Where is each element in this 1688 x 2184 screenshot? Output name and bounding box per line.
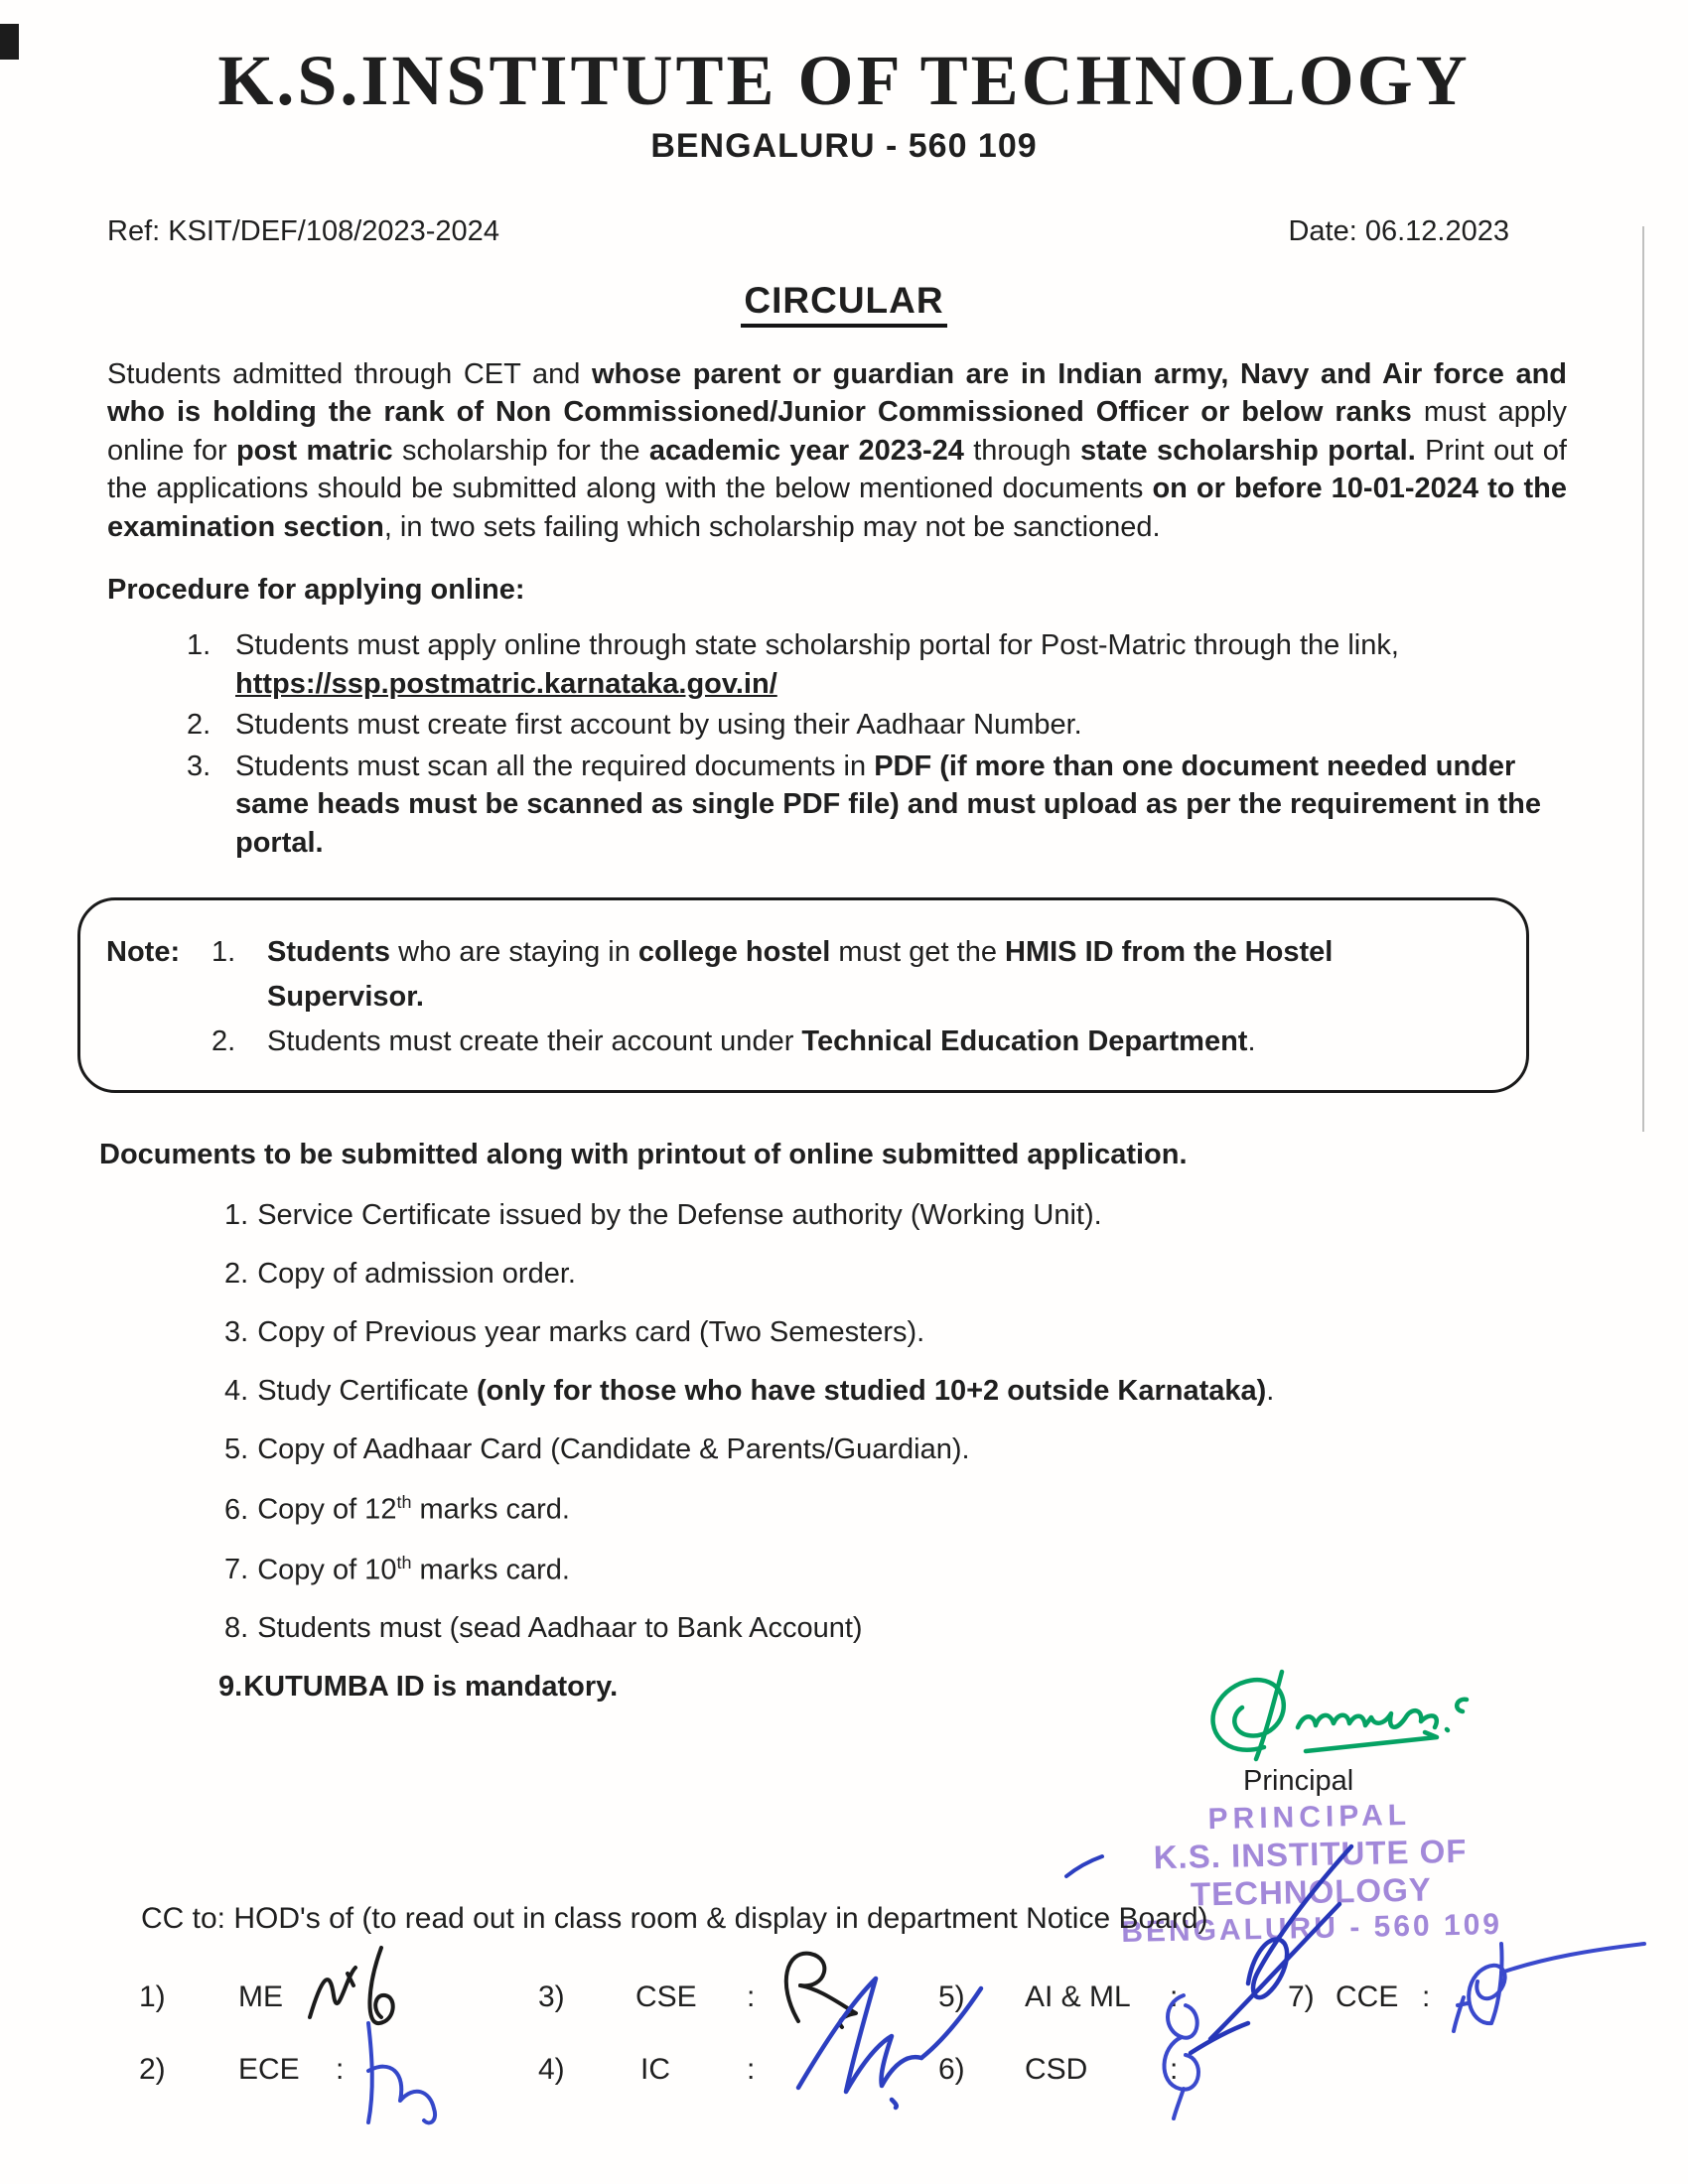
procedure-item: [107, 706, 1567, 745]
note-item-number: 1.: [211, 936, 236, 969]
document-item-number: 7.: [224, 1554, 249, 1586]
procedure-item: [107, 748, 1567, 863]
procedure-item-text-bold: PDF (if more than one document needed under same heads must be scanned as single PDF file) and must upload as per the requirement in the portal.: [235, 750, 1541, 859]
scan-corner-artifact: [0, 24, 19, 60]
cc-line: CC to: HOD's of (to read out in class room & display in department Notice Board): [141, 1902, 1208, 1935]
note-run-bold: HMIS ID from the Hostel: [1005, 936, 1334, 969]
intro-run-bold: post matric: [235, 434, 393, 467]
ref-date-row: [107, 215, 1509, 248]
note-box: [77, 897, 1529, 1093]
stamp-line-institute: K.S. INSTITUTE OF TECHNOLOGY: [1153, 1832, 1468, 1913]
document-item-text: Service Certificate issued by the Defense authority (Working Unit).: [257, 1199, 1102, 1232]
procedure-heading: Procedure for applying online:: [107, 574, 525, 607]
intro-run: scholarship for the: [392, 434, 649, 467]
circular-heading-wrap: [0, 280, 1688, 322]
note-item: [267, 1020, 1492, 1064]
note-run: who are staying in: [390, 936, 638, 969]
cc-dept-cce: CCE: [1336, 1980, 1399, 2013]
note-run: .: [1247, 1025, 1256, 1058]
document-item-text: .: [1266, 1375, 1275, 1408]
intro-run: Print out of the applications should be submitted along with the below mentioned documents: [107, 434, 1567, 505]
document-item-number: 2.: [224, 1258, 249, 1291]
document-item-text-bold: KUTUMBA ID is mandatory: [243, 1671, 611, 1704]
document-item-text: marks card.: [411, 1554, 570, 1586]
document-item-text: Copy of Previous year marks card (Two Semesters).: [257, 1316, 925, 1349]
cc-dept-aiml: AI & ML: [1025, 1980, 1131, 2013]
ref-number: Ref: KSIT/DEF/108/2023-2024: [107, 214, 499, 247]
intro-run: Students admitted through CET and: [107, 357, 592, 390]
document-item-number: 1.: [224, 1199, 249, 1232]
document-item: [224, 1316, 1567, 1349]
intro-run: through: [963, 434, 1080, 467]
note-spacer: [106, 1020, 211, 1064]
cc-colon: :: [747, 2053, 756, 2086]
intro-run-bold: on or before 10-01-2024 to the examination section: [107, 473, 1567, 543]
intro-run-bold: academic year 2023-24: [648, 434, 964, 467]
cc-dept-me: ME: [238, 1980, 283, 2013]
document-item-text: Study Certificate: [257, 1375, 478, 1408]
note-run-bold: Supervisor.: [267, 981, 424, 1014]
document-item: [224, 1612, 1567, 1645]
note-grid: [106, 930, 1492, 1064]
stamp-line-principal: PRINCIPAL: [1207, 1798, 1412, 1837]
institute-location: BENGALURU - 560 109: [650, 126, 1038, 165]
document-item-number: 4.: [224, 1375, 249, 1408]
note-item: [267, 930, 1492, 1020]
note-run: must get the: [830, 936, 1006, 969]
cc-row1-num-3: 3): [538, 1980, 565, 2013]
cc-colon: :: [747, 1980, 756, 2013]
document-item-text: Copy of Aadhaar Card (Candidate & Parents/Guardian).: [257, 1433, 970, 1466]
cc-row2-num-2: 2): [139, 2053, 166, 2086]
documents-heading: Documents to be submitted along with printout of online submitted application.: [99, 1139, 1188, 1171]
document-item-number: 6.: [224, 1493, 249, 1526]
intro-run: , in two sets failing which scholarship may not be sanctioned.: [383, 510, 1161, 543]
note-run: Students must create their account under: [267, 1025, 802, 1058]
procedure-item-number: 2.: [187, 709, 211, 742]
document-item: [224, 1492, 1567, 1527]
intro-run-bold: whose parent or guardian are in Indian army, Navy and Air force and who is holding the rank of Non Commissioned/Junior Commissioned Officer or below ranks: [107, 357, 1568, 429]
document-item-text-bold: (only for those who have studied 10+2 outside Karnataka): [477, 1375, 1267, 1408]
document-item-text: Copy of 10: [257, 1554, 397, 1586]
institute-title: K.S.INSTITUTE OF TECHNOLOGY: [217, 41, 1471, 120]
procedure-item: [107, 626, 1567, 703]
document-item: [224, 1553, 1567, 1587]
document-item-text: marks card.: [411, 1493, 570, 1526]
note-run-bold: Students: [267, 936, 391, 969]
circular-date: Date: 06.12.2023: [1288, 214, 1509, 247]
procedure-item-number: 3.: [187, 750, 211, 782]
cc-dept-cse: CSE: [635, 1980, 697, 2013]
cc-colon: :: [336, 2053, 345, 2086]
cc-dept-csd: CSD: [1025, 2053, 1088, 2086]
document-item: [224, 1199, 1567, 1232]
procedure-item-number: 1.: [187, 629, 211, 662]
hod-signature-csd: [1142, 1983, 1221, 2122]
document-item: [224, 1258, 1567, 1291]
document-item-text: .: [610, 1671, 619, 1704]
ordinal-superscript: th: [396, 1492, 412, 1513]
intro-run: must apply online for: [107, 396, 1568, 467]
procedure-item-text: Students must scan all the required documents in: [235, 750, 875, 782]
note-run-bold: Technical Education Department: [801, 1025, 1248, 1058]
document-item: [224, 1433, 1567, 1466]
cc-colon: :: [1170, 2053, 1179, 2086]
ordinal-superscript: th: [396, 1552, 412, 1572]
document-item-number: 3.: [224, 1316, 249, 1349]
principal-label: Principal: [1243, 1765, 1354, 1797]
note-item-number: 2.: [211, 1025, 236, 1058]
document-item-text: Copy of 12: [257, 1493, 397, 1526]
hod-signature-cce: [1428, 1928, 1656, 2037]
note-run-bold: college hostel: [637, 936, 831, 969]
cc-colon: :: [1422, 1980, 1431, 2013]
cc-row1-num-7: 7): [1288, 1980, 1315, 2013]
hod-signature-ic: [784, 1961, 993, 2110]
circular-heading: CIRCULAR: [741, 280, 946, 328]
procedure-list: [107, 626, 1567, 862]
document-item-number: 8.: [224, 1612, 249, 1645]
intro-run-bold: state scholarship portal.: [1079, 434, 1416, 467]
document-item: [224, 1375, 1567, 1408]
cc-colon: :: [1170, 1980, 1179, 2013]
blue-tick-mark: [1062, 1852, 1106, 1884]
document-item-number: 5.: [224, 1433, 249, 1466]
procedure-item-text: Students must apply online through state scholarship portal for Post-Matric through the link,: [235, 629, 1399, 662]
scan-edge-line-artifact: [1642, 226, 1644, 1132]
cc-row1-num-5: 5): [938, 1980, 965, 2013]
cc-dept-ic: IC: [640, 2053, 670, 2086]
intro-paragraph: [107, 355, 1567, 547]
cc-row2-num-6: 6): [938, 2053, 965, 2086]
cc-dept-ece: ECE: [238, 2053, 300, 2086]
document-item-number: 9.: [218, 1671, 243, 1704]
cc-row1-num-1: 1): [139, 1980, 166, 2013]
procedure-item-text: Students must create first account by using their Aadhaar Number.: [235, 709, 1082, 742]
note-label: Note:: [106, 936, 181, 969]
document-item-text: Copy of admission order.: [257, 1258, 576, 1291]
cc-row2-num-4: 4): [538, 2053, 565, 2086]
document-item-text: Students must (sead Aadhaar to Bank Account): [257, 1612, 863, 1645]
scholarship-portal-link: https://ssp.postmatric.karnataka.gov.in/: [235, 667, 777, 700]
documents-list: [218, 1199, 1567, 1704]
stamp-line-city: BENGALURU - 560 109: [1120, 1907, 1503, 1950]
hod-signature-ece: [343, 2015, 462, 2134]
